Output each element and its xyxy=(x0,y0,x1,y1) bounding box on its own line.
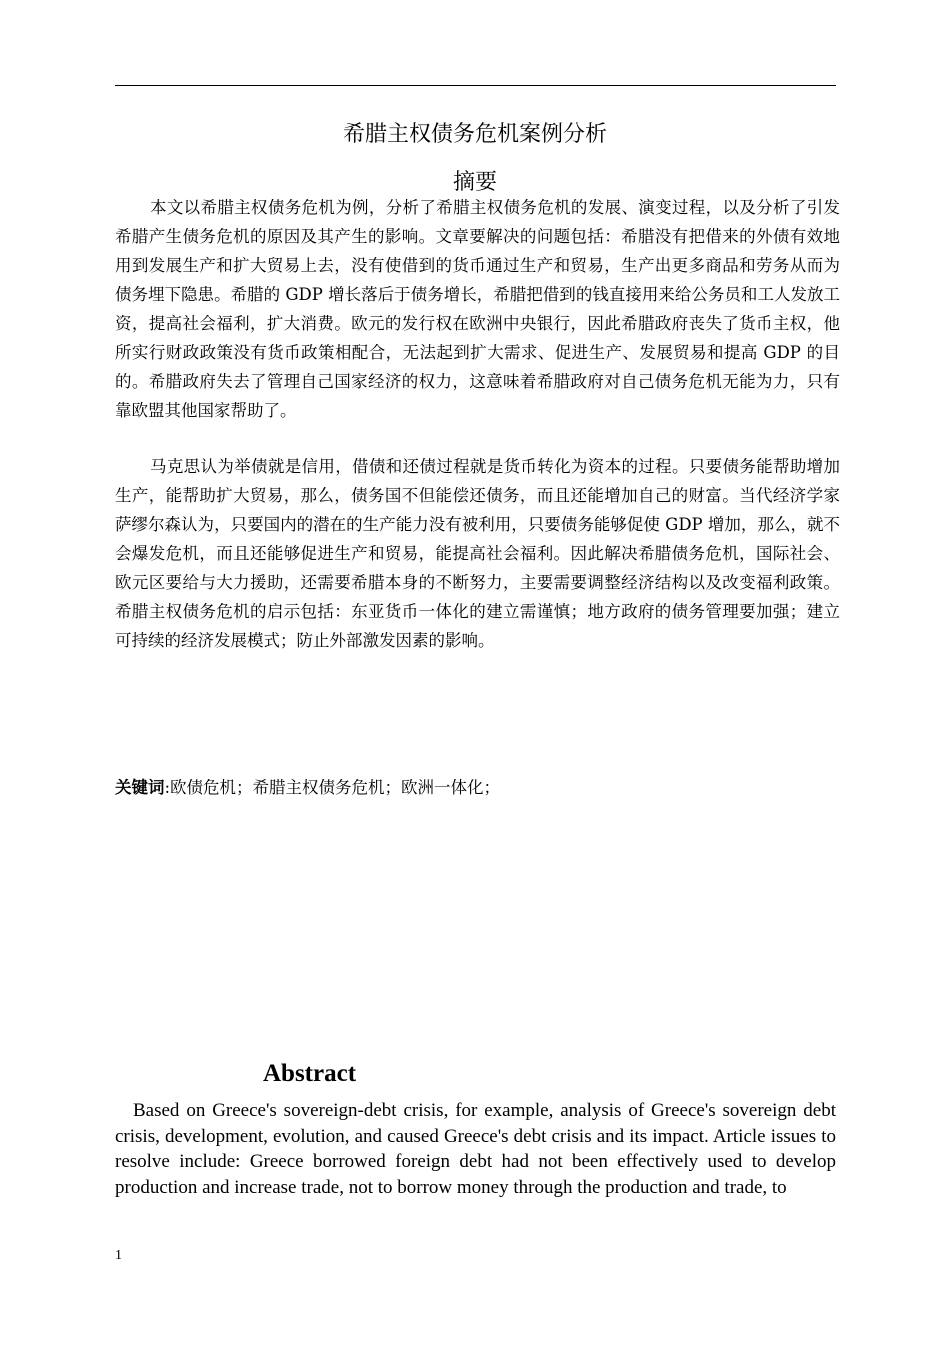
abstract-en-paragraph: Based on Greece's sovereign-debt crisis, for example, analysis of Greece's sovereign debt crisis, development, evolution, and caused Greece's debt crisis and its impact. Article issues to resolve include: Greece borrowed foreign debt had not been effectively used to develop production and increase trade, not to borrow money through the production and trade, to xyxy=(115,1100,836,1198)
abstract-cn-heading: 摘要 xyxy=(452,170,497,195)
header-rule xyxy=(115,85,836,86)
abstract-en-heading: Abstract xyxy=(263,1060,357,1087)
page-number: 1 xyxy=(115,1248,122,1263)
keywords-line xyxy=(115,773,500,802)
abstract-paragraph-2: 马克思认为举债就是信用，借债和还债过程就是货币转化为资本的过程。只要债务能帮助增加生产，能帮助扩大贸易，那么，债务国不但能偿还债务，而且还能增加自己的财富。当代经济学家萨缪尔森认为，只要国内的潜在的生产能力没有被利用，只要债务能够促使 GDP 增加，那么，就不会爆发危机，而且还能够促进生产和贸易，能提高社会福利。因此解决希腊债务危机，国际社会、欧元区要给与大力援助，还需要希腊本身的不断努力，主要需要调整经济结构以及改变福利政策。希腊主权债务危机的启示包括：东亚货币一体化的建立需谨慎；地方政府的债务管理要加强；建立可持续的经济发展模式；防止外部激发因素的影响。 xyxy=(115,457,840,650)
keywords-label: 关键词 xyxy=(115,778,165,797)
keywords-text: :欧债危机；希腊主权债务危机；欧洲一体化； xyxy=(164,778,501,797)
document-title: 希腊主权债务危机案例分析 xyxy=(342,122,607,147)
abstract-paragraph-1: 本文以希腊主权债务危机为例，分析了希腊主权债务危机的发展、演变过程，以及分析了引发希腊产生债务危机的原因及其产生的影响。文章要解决的问题包括：希腊没有把借来的外债有效地用到发展生产和扩大贸易上去，没有使借到的货币通过生产和贸易，生产出更多商品和劳务从而为债务埋下隐患。希腊的 GDP 增长落后于债务增长，希腊把借到的钱直接用来给公务员和工人发放工资，提高社会福利，扩大消费。欧元的发行权在欧洲中央银行，因此希腊政府丧失了货币主权，他所实行财政政策没有货币政策相配合，无法起到扩大需求、促进生产、发展贸易和提高 GDP 的目的。希腊政府失去了管理自己国家经济的权力，这意味着希腊政府对自己债务危机无能为力，只有靠欧盟其他国家帮助了。 xyxy=(115,198,840,420)
